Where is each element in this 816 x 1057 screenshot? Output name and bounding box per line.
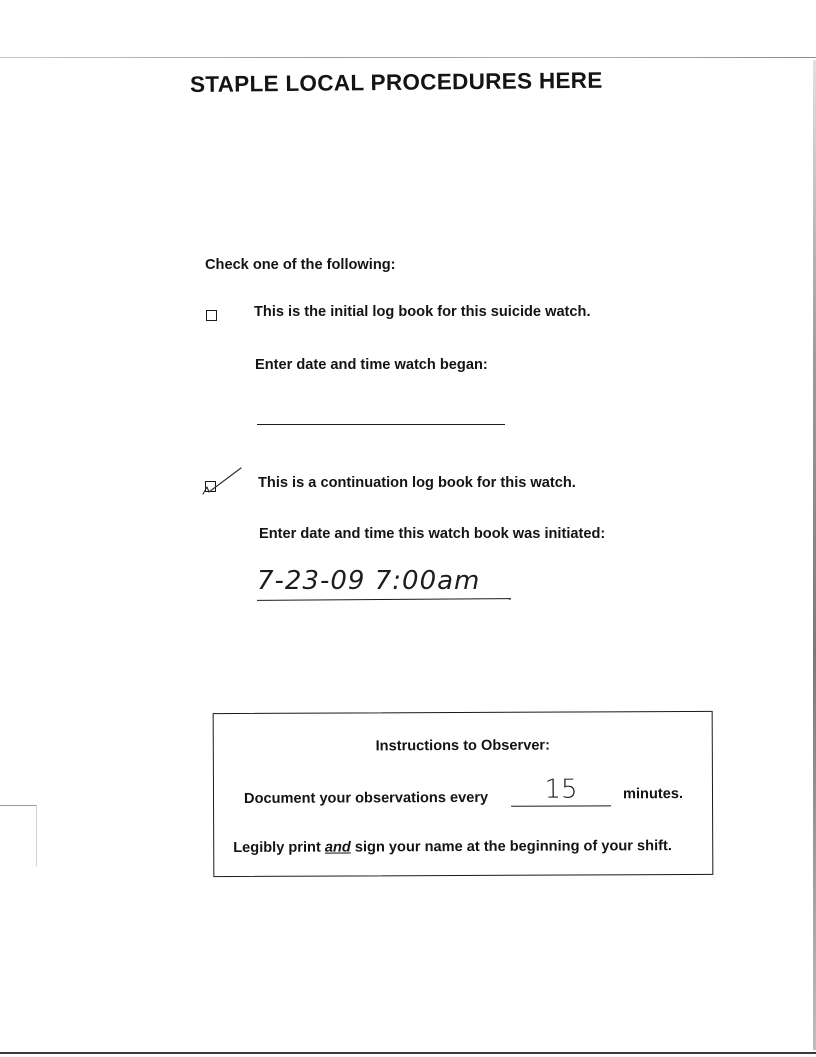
sign-instruction-emphasis: and [324, 839, 351, 856]
initial-log-checkbox[interactable] [206, 310, 217, 321]
interval-underline [511, 805, 611, 806]
continuation-date-underline [257, 598, 511, 601]
sign-instruction-pre: Legibly print [233, 839, 325, 857]
page-title: STAPLE LOCAL PROCEDURES HERE [189, 67, 603, 97]
initial-log-label: This is the initial log book for this suicide watch. [254, 304, 591, 320]
scan-edge-bottom [0, 1052, 816, 1054]
handwritten-check-icon [200, 466, 244, 496]
continuation-date-prompt: Enter date and time this watch book was initiated: [259, 526, 606, 542]
continuation-log-label: This is a continuation log book for this watch. [258, 475, 576, 491]
scan-edge-top [0, 57, 816, 58]
interval-field[interactable] [511, 774, 611, 808]
sign-instruction-post: sign your name at the beginning of your shift. [350, 838, 672, 856]
sign-instruction [233, 838, 672, 856]
instructions-heading: Instructions to Observer: [375, 737, 550, 755]
check-prompt: Check one of the following: [205, 257, 396, 273]
scan-margin-mark [0, 805, 37, 866]
initial-date-field[interactable] [257, 424, 505, 425]
interval-value: 15 [544, 774, 578, 805]
interval-text-after: minutes. [622, 786, 684, 803]
continuation-date-value: 7-23-09 7:00am [257, 566, 481, 596]
instructions-box [213, 711, 714, 877]
continuation-date-field[interactable] [257, 563, 513, 605]
interval-text-before: Document your observations every [243, 789, 489, 807]
initial-date-prompt: Enter date and time watch began: [255, 357, 488, 373]
